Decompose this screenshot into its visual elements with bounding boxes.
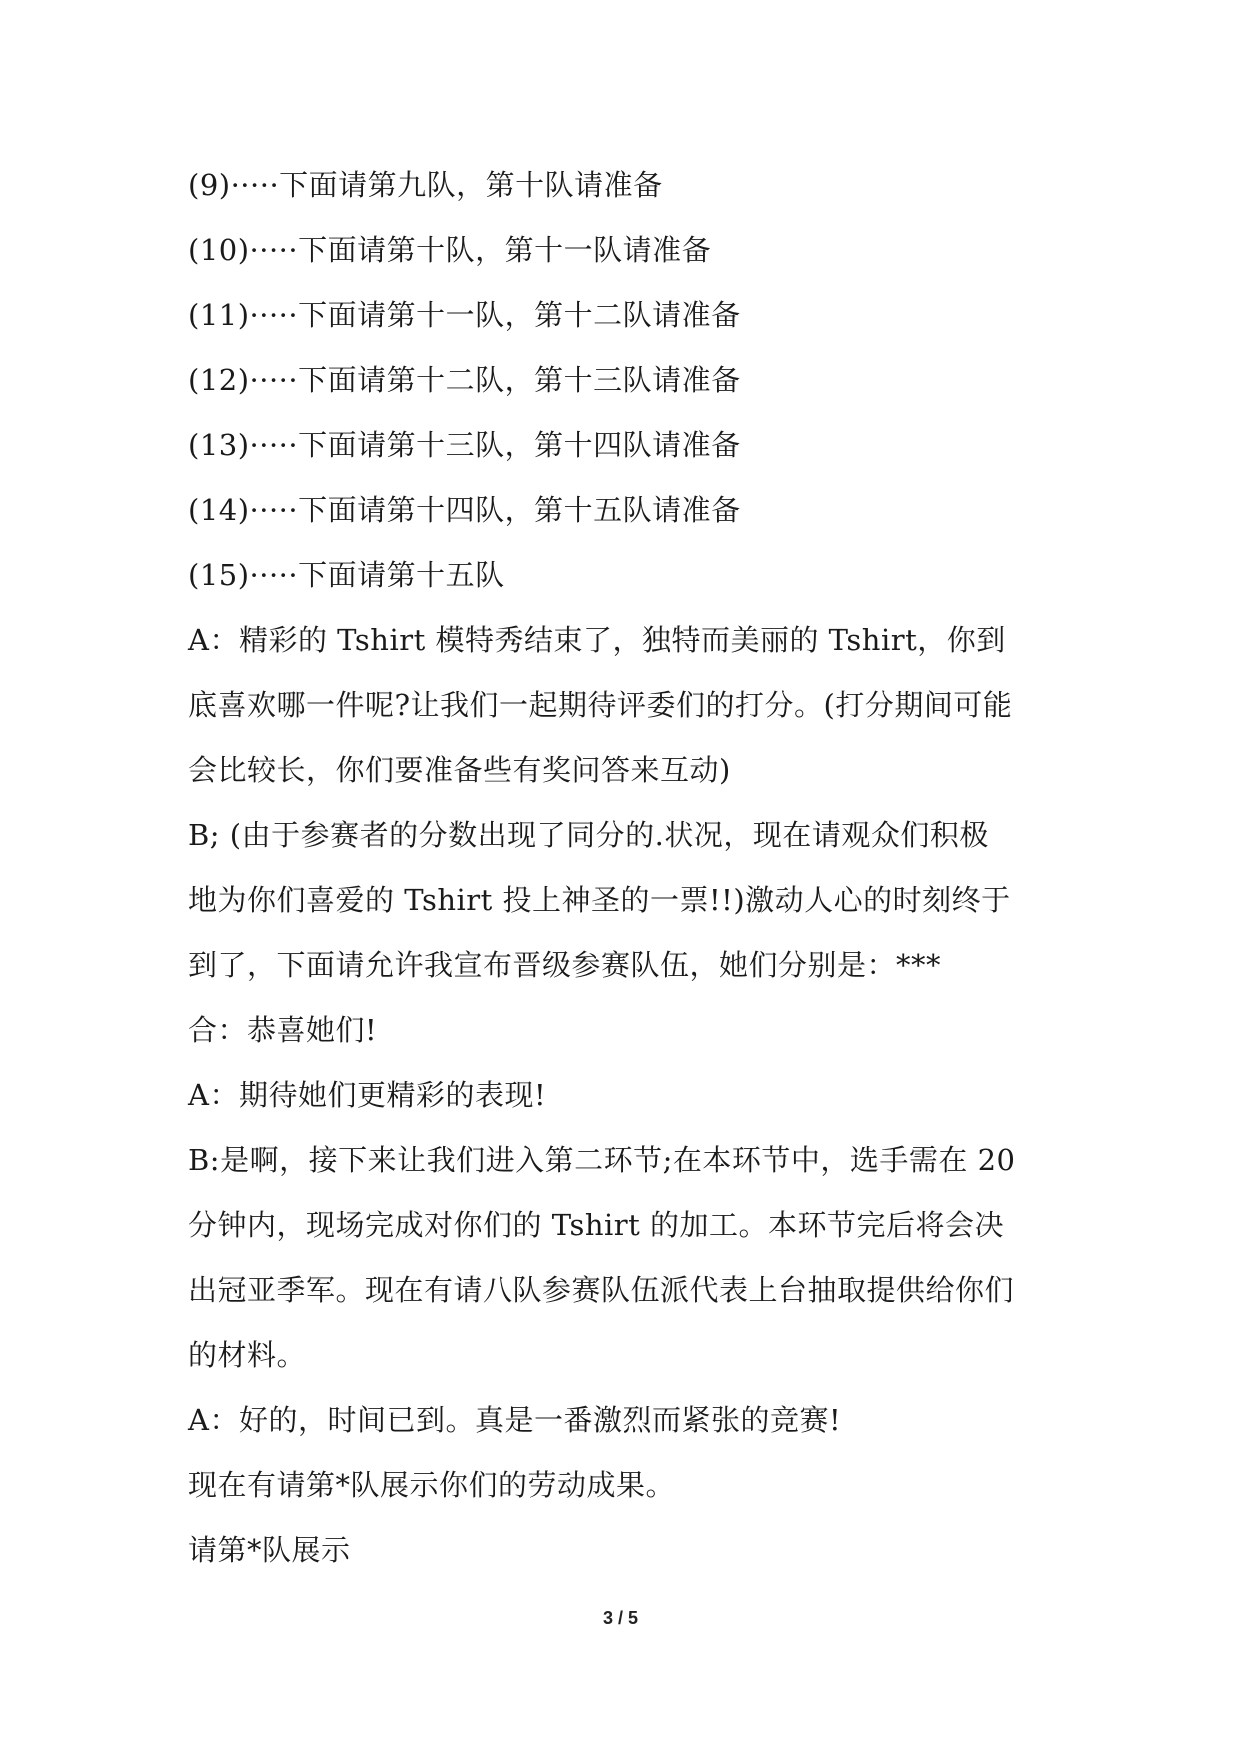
text-line: (14)·····下面请第十四队，第十五队请准备: [188, 493, 741, 527]
text-line: 会比较长，你们要准备些有奖问答来互动): [188, 753, 731, 787]
text-line: (10)·····下面请第十队，第十一队请准备: [188, 233, 712, 267]
text-line: 现在有请第*队展示你们的劳动成果。: [188, 1468, 676, 1502]
text-line: B; (由于参赛者的分数出现了同分的.状况，现在请观众们积极: [188, 818, 989, 852]
text-line: (11)·····下面请第十一队，第十二队请准备: [188, 298, 741, 332]
text-line: 请第*队展示: [188, 1533, 351, 1567]
text-line: 合：恭喜她们!: [188, 1013, 378, 1047]
text-line: (15)·····下面请第十五队: [188, 558, 505, 592]
text-line: (9)·····下面请第九队，第十队请准备: [188, 168, 663, 202]
text-line: 底喜欢哪一件呢?让我们一起期待评委们的打分。(打分期间可能: [188, 688, 1013, 722]
text-line: (13)·····下面请第十三队，第十四队请准备: [188, 428, 741, 462]
text-line: A：期待她们更精彩的表现!: [188, 1078, 547, 1112]
text-line: A：好的，时间已到。真是一番激烈而紧张的竞赛!: [188, 1403, 842, 1437]
text-line: B:是啊，接下来让我们进入第二环节;在本环节中，选手需在 20: [188, 1143, 1016, 1177]
text-line: 地为你们喜爱的 Tshirt 投上神圣的一票!!)激动人心的时刻终于: [188, 883, 1011, 917]
text-line: A：精彩的 Tshirt 模特秀结束了，独特而美丽的 Tshirt，你到: [188, 623, 1006, 657]
text-line: 出冠亚季军。现在有请八队参赛队伍派代表上台抽取提供给你们: [188, 1273, 1015, 1307]
document-body: [188, 153, 1060, 1583]
text-line: (12)·····下面请第十二队，第十三队请准备: [188, 363, 741, 397]
text-line: 的材料。: [188, 1338, 307, 1372]
page-number: 3 / 5: [602, 1608, 639, 1628]
text-line: 到了，下面请允许我宣布晋级参赛队伍，她们分别是：***: [188, 948, 942, 982]
text-line: 分钟内，现场完成对你们的 Tshirt 的加工。本环节完后将会决: [188, 1208, 1005, 1242]
